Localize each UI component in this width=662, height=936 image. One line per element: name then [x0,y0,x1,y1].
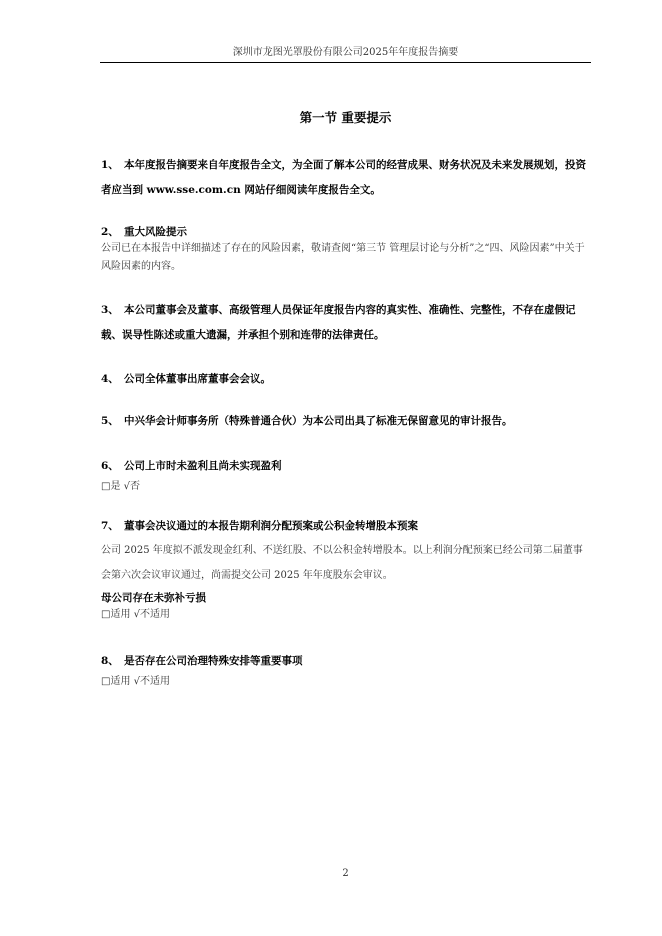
item-number: 6、 [101,460,119,472]
section-title: 第一节 重要提示 [299,110,392,125]
notice-item-4 [101,371,591,387]
item-number: 4、 [101,373,119,385]
notice-item-4-text [101,371,591,387]
notice-item-2 [101,224,591,276]
notice-item-6 [101,458,591,494]
notice-item-1 [101,153,591,203]
sub-heading: 母公司存在未弥补亏损 [101,592,206,604]
notice-item-5-text [101,413,591,429]
item-title: 是否存在公司治理特殊安排等重要事项 [124,655,303,667]
item-text: 本年度报告摘要来自年度报告全文，为全面了解本公司的经营成果、财务状况及未来发展规划，投资者应当到 www.sse.com.cn 网站仔细阅读年度报告全文。 [101,159,586,196]
item-title: 重大风险提示 [124,226,187,238]
risk-note-body: 公司已在本报告中详细描述了存在的风险因素，敬请查阅“第三节 管理层讨论与分析”之“四、风险因素”中关于风险因素的内容。 [101,243,585,272]
item-title: 董事会决议通过的本报告期利润分配预案或公积金转增股本预案 [124,520,418,532]
item-text: 公司全体董事出席董事会会议。 [124,373,271,385]
notice-item-6-heading [101,458,591,474]
header-divider [100,62,591,63]
running-header: 深圳市龙图光罩股份有限公司2025年年度报告摘要 [232,47,459,58]
item-number: 8、 [101,655,119,667]
checkbox-options: □适用 √不适用 [101,609,170,620]
item-number: 1、 [101,159,119,171]
item-number: 5、 [101,415,119,427]
checkbox-options: □适用 √不适用 [101,676,170,687]
notice-item-3 [101,298,591,348]
notice-item-2-heading [101,224,591,240]
item-number: 7、 [101,520,119,532]
notice-item-5 [101,413,591,429]
notice-item-8 [101,653,591,689]
notice-item-8-heading [101,653,591,669]
checkbox-options: □是 √否 [101,481,140,492]
notice-item-3-text [101,298,591,348]
notice-item-1-text [101,153,591,203]
notice-item-7 [101,518,591,622]
item-text: 中兴华会计师事务所（特殊普通合伙）为本公司出具了标准无保留意见的审计报告。 [124,415,513,427]
page-number: 2 [342,868,349,879]
profit-distribution-body: 公司 2025 年度拟不派发现金红利、不送红股、不以公积金转增股本。以上利润分配预案已经公司第二届董事会第六次会议审议通过，尚需提交公司 2025 年年度股东会审议。 [101,545,583,581]
item-number: 2、 [101,226,119,238]
item-number: 3、 [101,304,119,316]
notice-item-7-heading [101,518,591,534]
item-text: 本公司董事会及董事、高级管理人员保证年度报告内容的真实性、准确性、完整性，不存在虚假记载、误导性陈述或重大遗漏，并承担个别和连带的法律责任。 [101,304,576,341]
item-title: 公司上市时未盈利且尚未实现盈利 [124,460,282,472]
